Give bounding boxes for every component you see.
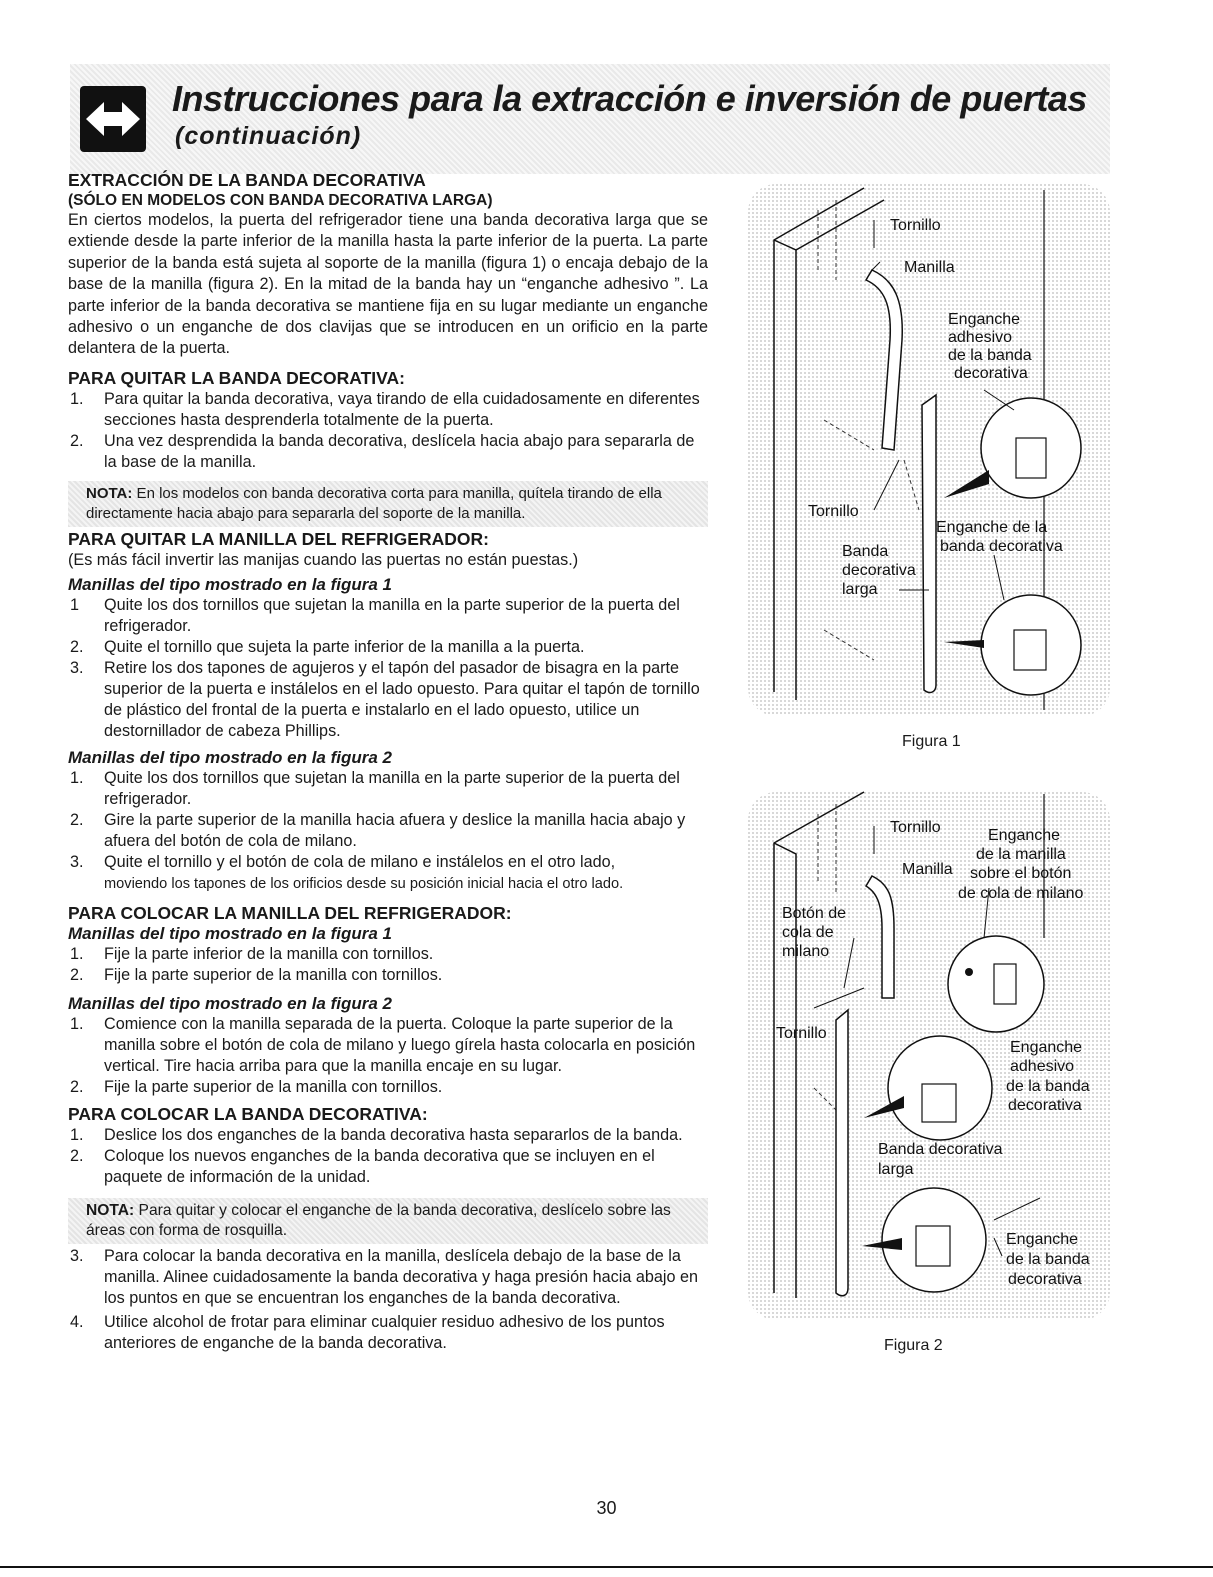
label-banda-decorativa: Banda	[842, 543, 889, 560]
list-item: 2. Una vez desprendida la banda decorativa, deslícela hacia abajo para separarla de la base de la manilla.	[70, 431, 695, 471]
steps-list	[68, 1125, 708, 1188]
subsection-heading: Manillas del tipo mostrado en la figura 2	[68, 748, 393, 768]
steps-list	[68, 389, 708, 473]
list-item: 2. Quite el tornillo que sujeta la parte inferior de la manilla a la puerta.	[70, 638, 585, 657]
label-tornillo-top: Tornillo	[890, 819, 941, 836]
label-enganche-adhesivo: Enganche	[948, 311, 1021, 328]
label-enganche-banda: decorativa	[1008, 1271, 1082, 1288]
label-banda-decorativa: Banda decorativa	[878, 1141, 1003, 1158]
label-enganche-manilla: de la manilla	[976, 846, 1066, 863]
label-tornillo-top: Tornillo	[890, 217, 941, 234]
steps-list	[68, 768, 708, 895]
label-enganche-adhesivo: adhesivo	[1010, 1058, 1075, 1075]
label-enganche-banda: de la banda	[1006, 1251, 1090, 1268]
section-heading: PARA COLOCAR LA BANDA DECORATIVA:	[68, 1104, 428, 1125]
label-tornillo-bottom: Tornillo	[776, 1025, 827, 1042]
instructions-column	[68, 170, 708, 1354]
double-arrow-icon	[80, 86, 146, 152]
steps-list	[68, 595, 708, 742]
label-tornillo-bottom: Tornillo	[808, 503, 859, 520]
section-subheading: (SÓLO EN MODELOS CON BANDA DECORATIVA LARGA)	[68, 192, 493, 209]
list-item: 3. Para colocar la banda decorativa en la manilla, deslícela debajo de la base de la manilla. Alinee cuidadosamente la banda decorativa y haga presión hacia abajo en los puntos en que se encuentran los enganches de la banda decorativa.	[70, 1247, 698, 1308]
section-intro: (Es más fácil invertir las manijas cuando las puertas no están puestas.)	[68, 550, 579, 569]
steps-list	[68, 1246, 708, 1354]
label-enganche-banda: Enganche de la	[936, 519, 1048, 536]
label-enganche-adhesivo: Enganche	[1010, 1039, 1083, 1056]
subsection-heading: Manillas del tipo mostrado en la figura 1	[68, 575, 393, 595]
label-enganche-manilla: de cola de milano	[958, 885, 1084, 902]
label-enganche-adhesivo: adhesivo	[948, 329, 1013, 346]
list-item: 1. Quite los dos tornillos que sujetan la manilla en la parte superior de la puerta del refrigerador.	[70, 769, 680, 809]
label-enganche-manilla: sobre el botón	[970, 865, 1072, 882]
list-item: 1. Fije la parte inferior de la manilla con tornillos.	[70, 945, 434, 964]
label-boton-cola-milano: milano	[782, 943, 830, 960]
label-banda-decorativa: larga	[878, 1161, 914, 1178]
label-boton-cola-milano: Botón de	[782, 905, 847, 922]
list-item: 1. Deslice los dos enganches de la banda decorativa hasta separarlos de la banda.	[70, 1126, 683, 1145]
section-body: En ciertos modelos, la puerta del refrigerador tiene una banda decorativa larga que se extiende desde la parte inferior de la manilla hasta la parte inferior de la puerta. La parte superior de la banda está sujeta al soporte de la manilla (figura 1) o encaja debajo de la base de la manilla (figura 2). En la mitad de la banda hay un “enganche adhesivo ”. La parte inferior de la banda decorativa se mantiene fija en su lugar mediante un enganche adhesivo o un enganche de dos clavijas que se introducen en un orificio en la parte delantera de la puerta.	[68, 211, 708, 358]
list-item: 2. Fije la parte superior de la manilla con tornillos.	[70, 1078, 443, 1097]
list-item: 1. Comience con la manilla separada de la puerta. Coloque la parte superior de la manilla sobre el botón de cola de milano y luego gírela hasta colocarla en posición vertical. Tire hacia arriba para que la manilla encaje en su lugar.	[70, 1015, 696, 1076]
figure-1-diagram	[744, 180, 1114, 720]
list-item: 2. Fije la parte superior de la manilla con tornillos.	[70, 966, 443, 985]
label-enganche-adhesivo: decorativa	[1008, 1097, 1082, 1114]
page-number: 30	[596, 1498, 617, 1518]
figure-2-diagram	[744, 788, 1114, 1328]
figure-2-caption: Figura 2	[884, 1337, 943, 1354]
bottom-rule	[0, 1566, 1213, 1568]
label-enganche-adhesivo: de la banda	[948, 347, 1032, 364]
label-enganche-banda: banda decorativa	[940, 538, 1063, 555]
label-enganche-adhesivo: de la banda	[1006, 1078, 1090, 1095]
steps-list	[68, 944, 708, 986]
list-item: 3. Quite el tornillo y el botón de cola de milano e instálelos en el otro lado, moviendo los tapones de los orificios desde su posición inicial hacia el otro lado.	[70, 853, 624, 893]
note-label: NOTA:	[86, 1202, 135, 1220]
label-manilla: Manilla	[904, 259, 955, 276]
label-banda-decorativa: decorativa	[842, 562, 916, 579]
list-item: 3. Retire los dos tapones de agujeros y el tapón del pasador de bisagra en la parte superior de la puerta e instálelos en el lado opuesto. Para quitar el tapón de tornillo de plástico del frontal de la puerta e instalarlo en el lado opuesto, utilice un destornillador de cabeza Phillips.	[70, 659, 700, 741]
label-manilla: Manilla	[902, 861, 953, 878]
list-item: 1. Para quitar la banda decorativa, vaya tirando de ella cuidadosamente en diferentes secciones hasta desprenderla totalmente de la puerta.	[70, 389, 700, 429]
page-title: Instrucciones para la extracción e inversión de puertas	[172, 78, 1087, 119]
label-boton-cola-milano: cola de	[782, 924, 834, 941]
label-enganche-manilla: Enganche	[988, 827, 1061, 844]
figure-1-caption: Figura 1	[902, 733, 961, 750]
section-heading: PARA QUITAR LA BANDA DECORATIVA:	[68, 367, 406, 388]
list-item: 4. Utilice alcohol de frotar para eliminar cualquier residuo adhesivo de los puntos anteriores de enganche de la banda decorativa.	[70, 1313, 665, 1353]
label-enganche-banda: Enganche	[1006, 1231, 1079, 1248]
list-item: 1 Quite los dos tornillos que sujetan la manilla en la parte superior de la puerta del refrigerador.	[70, 596, 680, 636]
note-box: NOTA: En los modelos con banda decorativa corta para manilla, quítela tirando de ella directamente hacia abajo para separarla del soporte de la manilla.	[68, 481, 708, 527]
steps-list	[68, 1014, 708, 1098]
label-enganche-adhesivo: decorativa	[954, 365, 1028, 382]
page-subtitle: (continuación)	[175, 122, 362, 150]
section-heading: EXTRACCIÓN DE LA BANDA DECORATIVA	[68, 170, 426, 190]
subsection-heading: Manillas del tipo mostrado en la figura 1	[68, 924, 393, 944]
note-label: NOTA:	[86, 484, 133, 502]
subsection-heading: Manillas del tipo mostrado en la figura 2	[68, 994, 393, 1014]
section-heading: PARA COLOCAR LA MANILLA DEL REFRIGERADOR:	[68, 903, 512, 924]
section-heading: PARA QUITAR LA MANILLA DEL REFRIGERADOR:	[68, 528, 489, 549]
note-box: NOTA: Para quitar y colocar el enganche de la banda decorativa, deslícelo sobre las áreas con forma de rosquilla.	[68, 1198, 708, 1244]
list-item: 2. Gire la parte superior de la manilla hacia afuera y deslice la manilla hacia abajo y afuera del botón de cola de milano.	[70, 811, 686, 851]
list-item: 2. Coloque los nuevos enganches de la banda decorativa que se incluyen en el paquete de información de la unidad.	[70, 1147, 655, 1187]
label-banda-decorativa: larga	[842, 581, 878, 598]
